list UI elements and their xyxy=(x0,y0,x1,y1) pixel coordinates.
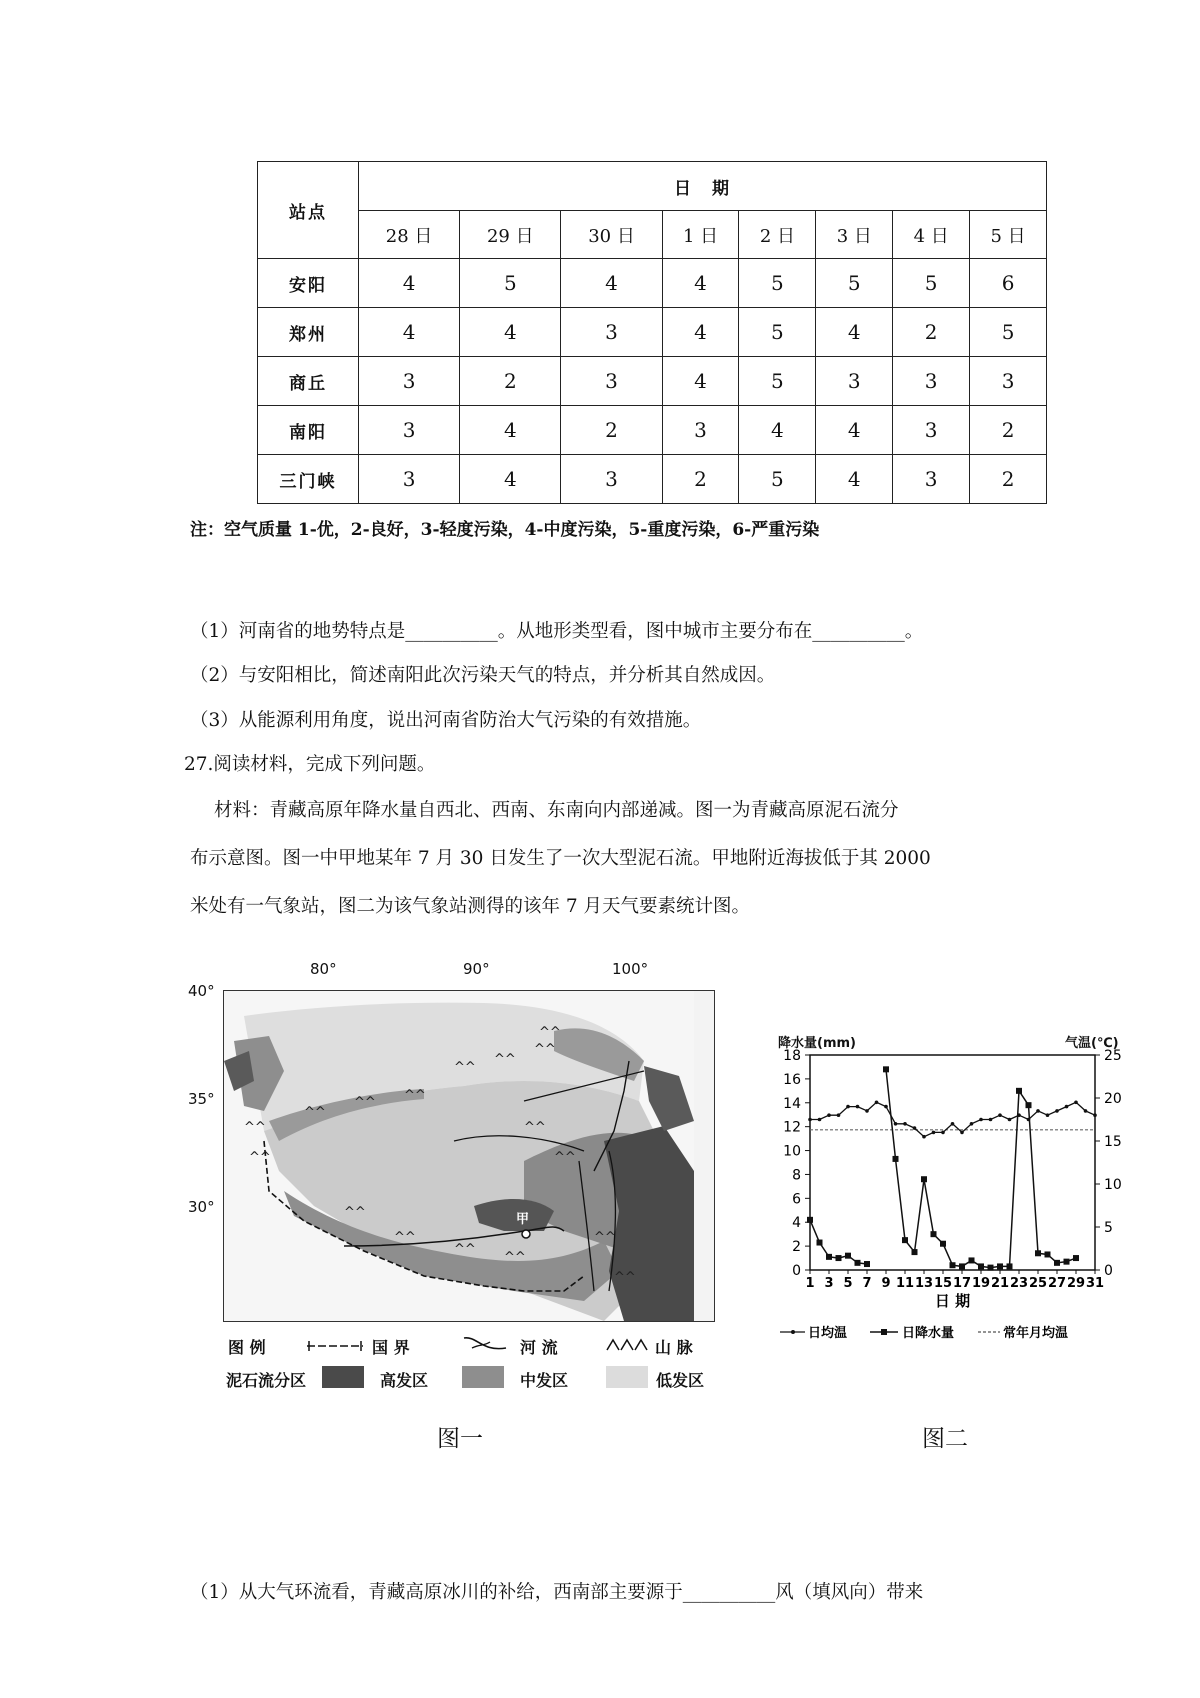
aq-value-cell: 5 xyxy=(970,308,1047,357)
debris-flow-map xyxy=(223,990,715,1322)
temperature-point xyxy=(989,1118,993,1122)
material-line-3: 米处有一气象站，图二为该气象站测得的该年 7 月天气要素统计图。 xyxy=(190,896,751,917)
aq-value-cell: 2 xyxy=(970,455,1047,504)
aq-value-cell: 6 xyxy=(970,259,1047,308)
date-cell: 4 日 xyxy=(893,211,970,259)
svg-text:^^: ^^ xyxy=(454,1242,476,1257)
precipitation-line xyxy=(886,1069,1076,1267)
precipitation-point xyxy=(959,1263,965,1269)
precipitation-point xyxy=(883,1066,889,1072)
temperature-point xyxy=(979,1118,983,1122)
lon-label-100: 100° xyxy=(612,960,649,978)
right-tick-label: 25 xyxy=(1104,1048,1122,1064)
precipitation-point xyxy=(997,1263,1003,1269)
date-cell: 1 日 xyxy=(662,211,739,259)
high-zone-east xyxy=(604,1126,694,1321)
legend-title: 图 例 xyxy=(228,1338,266,1357)
legend-temp-label: 日均温 xyxy=(808,1326,848,1341)
aq-value-cell: 2 xyxy=(970,406,1047,455)
svg-text:^^: ^^ xyxy=(504,1250,526,1265)
x-tick-label: 27 xyxy=(1047,1276,1067,1291)
precipitation-point xyxy=(1026,1102,1032,1108)
svg-text:^^: ^^ xyxy=(594,1230,616,1245)
precipitation-point xyxy=(1054,1260,1060,1266)
svg-text:^^: ^^ xyxy=(344,1205,366,1220)
aq-value-cell: 3 xyxy=(816,357,893,406)
temperature-point xyxy=(913,1126,917,1130)
question-26-2: （2）与安阳相比，简述南阳此次污染天气的特点，并分析其自然成因。 xyxy=(190,665,776,686)
material-line-2: 布示意图。图一中甲地某年 7 月 30 日发生了一次大型泥石流。甲地附近海拔低于其 2000 xyxy=(190,848,931,869)
date-header: 日 期 xyxy=(359,162,1047,211)
weather-chart xyxy=(770,1045,1130,1365)
aq-value-cell: 4 xyxy=(460,455,561,504)
temperature-point xyxy=(837,1113,841,1117)
aq-value-cell: 4 xyxy=(359,259,460,308)
precipitation-point xyxy=(893,1156,899,1162)
precipitation-point xyxy=(931,1231,937,1237)
aq-value-cell: 3 xyxy=(970,357,1047,406)
aq-value-cell: 4 xyxy=(816,406,893,455)
aq-value-cell: 3 xyxy=(662,406,739,455)
aq-value-cell: 3 xyxy=(561,357,662,406)
question-27-title: 27.阅读材料，完成下列问题。 xyxy=(184,754,436,775)
table-row xyxy=(258,308,1047,357)
temperature-point xyxy=(951,1122,955,1126)
temperature-point xyxy=(903,1122,907,1126)
aq-value-cell: 3 xyxy=(561,455,662,504)
precipitation-point xyxy=(1073,1255,1079,1261)
figure-1-caption: 图一 xyxy=(437,1426,483,1452)
precipitation-point xyxy=(988,1265,994,1271)
table-note: 注：空气质量 1-优，2-良好，3-轻度污染，4-中度污染，5-重度污染，6-严重污染 xyxy=(190,520,820,540)
lon-label-80: 80° xyxy=(310,960,337,978)
aq-value-cell: 4 xyxy=(816,308,893,357)
aq-value-cell: 5 xyxy=(739,259,816,308)
aq-value-cell: 2 xyxy=(561,406,662,455)
x-tick-label: 3 xyxy=(824,1276,834,1291)
station-header: 站点 xyxy=(258,162,359,259)
left-tick-label: 10 xyxy=(783,1143,801,1160)
place-jia-label: 甲 xyxy=(516,1212,530,1227)
aq-value-cell: 4 xyxy=(359,308,460,357)
precipitation-point xyxy=(826,1254,832,1260)
legend-zone-title: 泥石流分区 xyxy=(226,1371,307,1390)
precipitation-point xyxy=(921,1176,927,1182)
precipitation-point xyxy=(855,1260,861,1266)
temperature-point xyxy=(1093,1113,1097,1117)
legend-mid-label: 中发区 xyxy=(520,1371,569,1390)
left-tick-label: 4 xyxy=(792,1215,801,1232)
aq-value-cell: 4 xyxy=(662,259,739,308)
svg-text:^^: ^^ xyxy=(524,1120,546,1135)
temperature-point xyxy=(894,1122,898,1126)
temperature-point xyxy=(846,1105,850,1109)
date-cell: 2 日 xyxy=(739,211,816,259)
precipitation-point xyxy=(1035,1250,1041,1256)
right-tick-label: 15 xyxy=(1104,1134,1122,1150)
station-name: 郑州 xyxy=(258,308,359,357)
svg-text:^^: ^^ xyxy=(494,1052,516,1067)
aq-value-cell: 2 xyxy=(662,455,739,504)
left-tick-label: 14 xyxy=(783,1095,801,1112)
temperature-point xyxy=(1046,1113,1050,1117)
precipitation-point xyxy=(845,1253,851,1259)
question-26-3: （3）从能源利用角度，说出河南省防治大气污染的有效措施。 xyxy=(190,710,702,731)
aq-value-cell: 2 xyxy=(460,357,561,406)
date-cell: 28 日 xyxy=(359,211,460,259)
precipitation-point xyxy=(1016,1088,1022,1094)
legend-border-symbol xyxy=(305,1338,365,1354)
x-tick-label: 17 xyxy=(952,1276,972,1291)
legend-precip-label: 日降水量 xyxy=(902,1326,955,1341)
aq-value-cell: 3 xyxy=(359,455,460,504)
lat-label-30: 30° xyxy=(188,1198,215,1216)
x-tick-label: 29 xyxy=(1066,1276,1086,1291)
precipitation-point xyxy=(978,1263,984,1269)
temperature-point xyxy=(1074,1101,1078,1105)
precipitation-point xyxy=(864,1261,870,1267)
x-tick-label: 1 xyxy=(805,1276,815,1291)
x-tick-label: 31 xyxy=(1085,1276,1105,1291)
svg-text:^^: ^^ xyxy=(534,1042,556,1057)
aq-value-cell: 4 xyxy=(816,455,893,504)
svg-text:^^: ^^ xyxy=(454,1060,476,1075)
table-row xyxy=(258,455,1047,504)
temperature-point xyxy=(865,1109,869,1113)
station-name: 安阳 xyxy=(258,259,359,308)
temperature-line xyxy=(810,1102,1095,1136)
date-cell: 5 日 xyxy=(970,211,1047,259)
precipitation-point xyxy=(836,1255,842,1261)
legend-river-symbol xyxy=(462,1332,508,1354)
left-tick-label: 12 xyxy=(783,1119,801,1136)
aq-value-cell: 4 xyxy=(739,406,816,455)
aq-value-cell: 5 xyxy=(739,308,816,357)
temperature-point xyxy=(1065,1105,1069,1109)
station-name: 三门峡 xyxy=(258,455,359,504)
left-tick-label: 16 xyxy=(783,1071,801,1088)
aq-value-cell: 4 xyxy=(460,308,561,357)
legend-temp-marker xyxy=(791,1330,795,1334)
temperature-point xyxy=(960,1131,964,1135)
x-tick-label: 21 xyxy=(990,1276,1010,1291)
x-tick-label: 11 xyxy=(895,1276,915,1291)
x-tick-label: 9 xyxy=(881,1276,891,1291)
temperature-point xyxy=(970,1122,974,1126)
x-tick-label: 15 xyxy=(933,1276,953,1291)
aq-value-cell: 4 xyxy=(460,406,561,455)
temperature-point xyxy=(827,1113,831,1117)
svg-text:^^: ^^ xyxy=(539,1025,561,1040)
station-name: 商丘 xyxy=(258,357,359,406)
aq-value-cell: 5 xyxy=(739,357,816,406)
x-tick-label: 23 xyxy=(1009,1276,1029,1291)
aq-value-cell: 4 xyxy=(662,308,739,357)
svg-text:^^: ^^ xyxy=(249,1150,271,1165)
legend-mid-swatch xyxy=(462,1366,504,1388)
temperature-point xyxy=(922,1135,926,1139)
left-tick-label: 18 xyxy=(783,1048,801,1064)
question-26-1: （1）河南省的地势特点是__________。从地形类型看，图中城市主要分布在__________。 xyxy=(190,621,924,642)
x-tick-label: 5 xyxy=(843,1276,853,1291)
lat-label-35: 35° xyxy=(188,1090,215,1108)
legend-high-label: 高发区 xyxy=(380,1371,429,1390)
temperature-point xyxy=(818,1118,822,1122)
svg-text:^^: ^^ xyxy=(244,1120,266,1135)
material-line-1: 材料：青藏高原年降水量自西北、西南、东南向内部递减。图一为青藏高原泥石流分 xyxy=(214,800,899,821)
temperature-point xyxy=(1084,1109,1088,1113)
aq-value-cell: 3 xyxy=(893,455,970,504)
temperature-point xyxy=(1008,1118,1012,1122)
precipitation-point xyxy=(1045,1251,1051,1257)
precipitation-point xyxy=(1007,1263,1013,1269)
question-27-1: （1）从大气环流看，青藏高原冰川的补给，西南部主要源于__________风（填风向）带来 xyxy=(190,1582,924,1603)
svg-text:^^: ^^ xyxy=(614,1270,636,1285)
aq-value-cell: 3 xyxy=(359,406,460,455)
precipitation-point xyxy=(1064,1259,1070,1265)
plot-frame xyxy=(810,1055,1095,1270)
temperature-point xyxy=(998,1113,1002,1117)
aq-value-cell: 4 xyxy=(662,357,739,406)
lat-label-40: 40° xyxy=(188,982,215,1000)
date-cell: 29 日 xyxy=(460,211,561,259)
legend-normal-label: 常年月均温 xyxy=(1003,1326,1069,1341)
chart-ylabel-left: 降水量(mm) xyxy=(778,1036,856,1051)
precipitation-point xyxy=(940,1241,946,1247)
legend-mountain-symbol xyxy=(605,1336,651,1352)
svg-text:^^: ^^ xyxy=(304,1105,326,1120)
x-tick-label: 25 xyxy=(1028,1276,1048,1291)
precipitation-point xyxy=(902,1237,908,1243)
place-jia-marker xyxy=(522,1230,530,1238)
chart-xlabel: 日 期 xyxy=(934,1292,971,1310)
lon-label-90: 90° xyxy=(463,960,490,978)
svg-text:^^: ^^ xyxy=(554,1150,576,1165)
figure-2-caption: 图二 xyxy=(922,1426,968,1452)
precipitation-point xyxy=(950,1262,956,1268)
x-tick-label: 19 xyxy=(971,1276,991,1291)
left-tick-label: 0 xyxy=(792,1263,801,1279)
temperature-point xyxy=(941,1131,945,1135)
station-name: 南阳 xyxy=(258,406,359,455)
temperature-point xyxy=(808,1118,812,1122)
right-tick-label: 10 xyxy=(1104,1177,1122,1193)
table-row xyxy=(258,259,1047,308)
air-quality-table xyxy=(257,161,1047,504)
precipitation-point xyxy=(817,1240,823,1246)
aq-value-cell: 5 xyxy=(460,259,561,308)
right-tick-label: 20 xyxy=(1104,1091,1122,1107)
temperature-point xyxy=(875,1101,879,1105)
temperature-point xyxy=(884,1105,888,1109)
right-tick-label: 5 xyxy=(1104,1220,1113,1236)
svg-text:^^: ^^ xyxy=(354,1095,376,1110)
precipitation-point xyxy=(969,1257,975,1263)
aq-value-cell: 3 xyxy=(893,357,970,406)
aq-value-cell: 5 xyxy=(893,259,970,308)
left-tick-label: 2 xyxy=(792,1239,801,1256)
aq-value-cell: 3 xyxy=(561,308,662,357)
precipitation-point xyxy=(807,1217,813,1223)
legend-low-swatch xyxy=(606,1366,648,1388)
temperature-point xyxy=(1055,1109,1059,1113)
legend-precip-marker xyxy=(881,1329,887,1335)
date-cell: 3 日 xyxy=(816,211,893,259)
aq-value-cell: 3 xyxy=(893,406,970,455)
chart-ylabel-right: 气温(℃) xyxy=(1065,1036,1119,1051)
aq-value-cell: 5 xyxy=(739,455,816,504)
x-tick-label: 7 xyxy=(862,1276,872,1291)
aq-value-cell: 4 xyxy=(561,259,662,308)
aq-value-cell: 3 xyxy=(359,357,460,406)
table-row xyxy=(258,406,1047,455)
map-svg xyxy=(224,991,714,1321)
table-row xyxy=(258,357,1047,406)
aq-value-cell: 5 xyxy=(816,259,893,308)
svg-text:^^: ^^ xyxy=(394,1230,416,1245)
right-tick-label: 0 xyxy=(1104,1263,1113,1279)
left-tick-label: 6 xyxy=(792,1191,801,1208)
legend-high-swatch xyxy=(322,1366,364,1388)
date-cell: 30 日 xyxy=(561,211,662,259)
legend-low-label: 低发区 xyxy=(656,1371,705,1390)
svg-text:^^: ^^ xyxy=(404,1088,426,1103)
aq-value-cell: 2 xyxy=(893,308,970,357)
temperature-point xyxy=(1036,1109,1040,1113)
left-tick-label: 8 xyxy=(792,1167,801,1184)
x-tick-label: 13 xyxy=(914,1276,934,1291)
precipitation-point xyxy=(912,1249,918,1255)
legend-mountain-label: 山 脉 xyxy=(655,1338,693,1357)
legend-river-label: 河 流 xyxy=(520,1338,558,1357)
temperature-point xyxy=(856,1105,860,1109)
legend-border-label: 国 界 xyxy=(372,1338,410,1357)
temperature-point xyxy=(932,1131,936,1135)
